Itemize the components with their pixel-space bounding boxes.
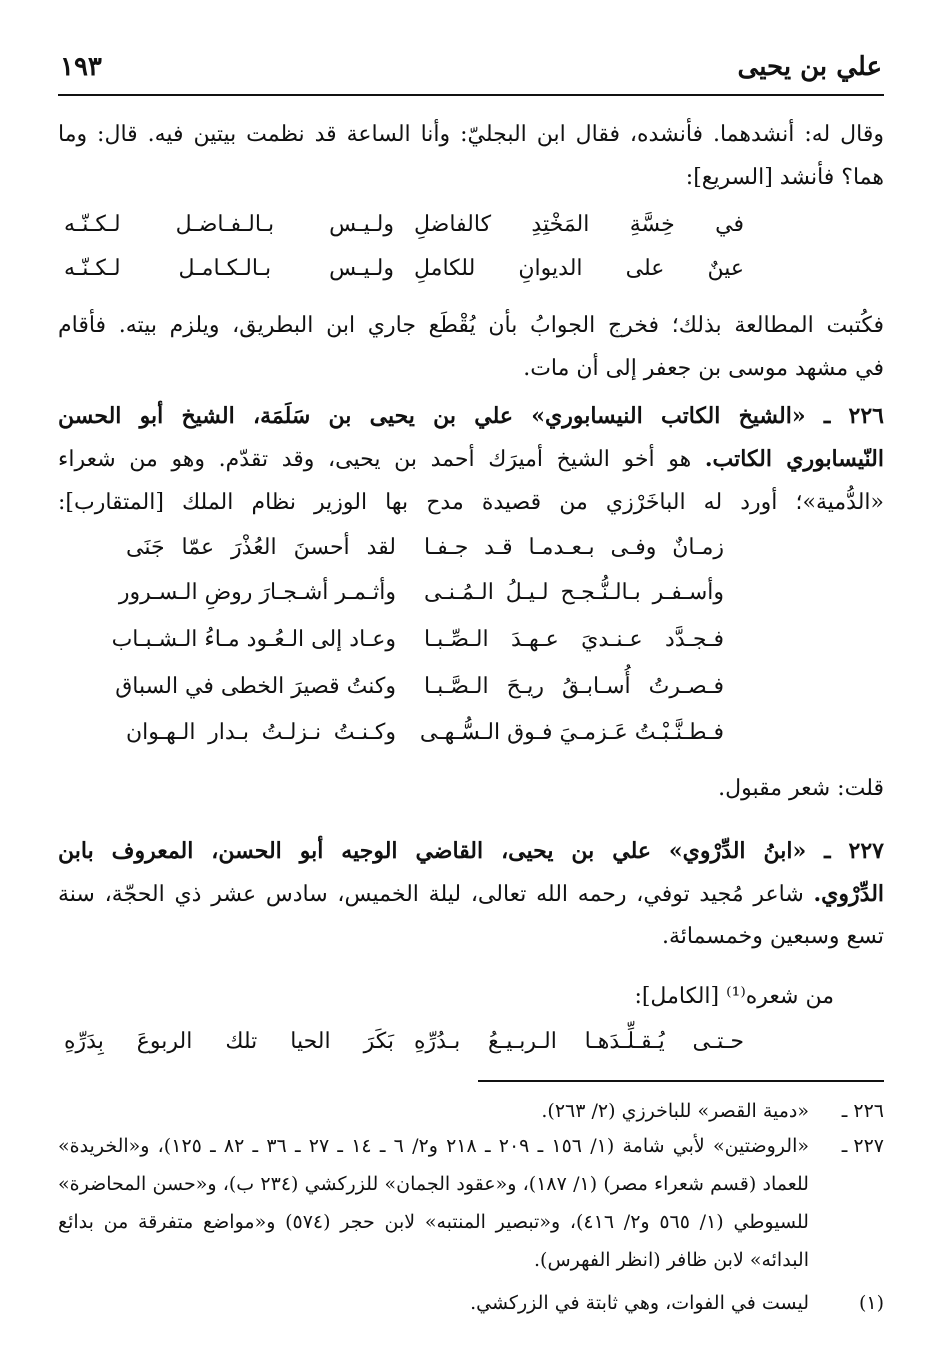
entry-227-line-3: تسع وسبعين وخمسمائة. xyxy=(661,924,884,949)
comment-line: قلت: شعر مقبول. xyxy=(718,776,884,801)
verse-hemistich-first: لقد أحسنَ العُذْرَ عمّا جَنَى xyxy=(126,535,396,560)
entry-226-heading: ٢٢٦ ـ «الشيخ الكاتب النيسابوري» علي بن يحيى بن سَلَمَة، الشيخ أبو الحسن xyxy=(58,403,884,429)
entry-227-text: شاعر مُجيد توفي، رحمه الله تعالى، ليلة الخميس، سادس عشر ذي الحجّة، سنة xyxy=(58,882,804,907)
entry-226-heading-cont: النّيسابوري الكاتب. xyxy=(704,446,884,472)
verse-hemistich-second: في خِسَّةِ المَخْتِدِ كالفاضلِ xyxy=(414,212,744,237)
narrative-line-1: فكُتبت المطالعة بذلك؛ فخرج الجوابُ بأن يُقْطَع جاري ابن البطريق، ويلزم بيته. فأقام xyxy=(58,313,884,338)
verse-hemistich-first: وكـنـتُ نـزلـتُ بـدار الـهـوان xyxy=(126,720,396,745)
verse-hemistich-first: وأثـمـر أشـجـارَ روضِ الـسـرور xyxy=(118,580,396,605)
entry-227-line-4: من شعره⁽¹⁾ [الكامل]: xyxy=(634,984,834,1009)
verse-hemistich-first: وكنتُ قصيرَ الخطى في السباق xyxy=(115,674,396,699)
footnote-text: للسيوطي (١/ ٥٦٥ و٢/ ٤١٦)، و«تبصير المنتبه» لابن حجر (٥٧٤) و«مواضع متفرقة من بدائع xyxy=(58,1211,809,1233)
verse-line xyxy=(58,256,884,296)
verse-hemistich-second: وأسـفـر بـالـنُّـجـح لـيـلُ الـمُـنـى xyxy=(424,580,724,605)
footnote-text: للعماد (قسم شعراء مصر) (١/ ١٨٧)، و«عقود الجمان» للزركشي (٢٣٤ ب)، و«حسن المحاضرة» xyxy=(58,1173,809,1195)
verse-line xyxy=(58,212,884,252)
verse-hemistich-first: ولـيـس بـالـفـاضـل لـكـنّـه xyxy=(64,212,394,237)
verse-hemistich-first: وعـاد إلى الـعُـود مـاءُ الـشـبـاب xyxy=(111,627,396,652)
footnote-number: ٢٢٧ ـ xyxy=(841,1135,884,1157)
page-number: ١٩٣ xyxy=(60,52,102,82)
header-rule xyxy=(58,94,884,96)
running-head: علي بن يحيى xyxy=(737,52,882,82)
footnote xyxy=(58,1100,884,1130)
verse-line xyxy=(58,720,884,760)
verse-line xyxy=(58,1029,884,1069)
footnote-rule xyxy=(478,1080,884,1082)
verse-line xyxy=(58,627,884,667)
intro-line-2: هما؟ فأنشد [السريع]: xyxy=(685,165,884,190)
verse-hemistich-first: ولـيـس بـالـكـامـل لـكـنّـه xyxy=(64,256,394,281)
verse-hemistich-second: فـصـرتُ أُسـابـقُ ريـحَ الـصَّـبـا xyxy=(424,674,724,699)
verse-line xyxy=(58,535,884,575)
footnote-text: «الروضتين» لأبي شامة (١/ ١٥٦ ـ ٢٠٩ ـ ٢١٨ و٢/ ٦ ـ ١٤ ـ ٢٧ ـ ٣٦ ـ ٨٢ ـ ١٢٥)، و«الخريدة» xyxy=(58,1135,809,1157)
entry-227-heading-cont: الدِّرْوي. xyxy=(813,881,885,907)
verse-hemistich-second: عينٌ على الديوانِ للكاملِ xyxy=(414,256,744,281)
verse-line xyxy=(58,674,884,714)
verse-hemistich-second: زمـانٌ وفـى بـعـدمـا قـد جـفـا xyxy=(424,535,724,560)
entry-226-text: هو أخو الشيخ أميرَك أحمد بن يحيى، وقد تقدّم. وهو من شعراء xyxy=(58,447,692,472)
entry-227-heading: ٢٢٧ ـ «ابنُ الدِّرْوي» علي بن يحيى، القاضي الوجيه أبو الحسن، المعروف بابن xyxy=(58,838,884,864)
footnote xyxy=(58,1135,884,1285)
footnote-text: البدائه» لابن ظافر (انظر الفهرس). xyxy=(534,1249,809,1271)
verse-hemistich-second: فـطـنَّـبْـتُ عَـزمـيَ فـوق الـسُّـهـى xyxy=(419,720,724,745)
footnote xyxy=(58,1292,884,1322)
verse-hemistich-second: حـتـى يُـقـلِّـدَهـا الـربـيـعُ بـدُرِّهِ xyxy=(414,1029,744,1054)
footnote-number: ٢٢٦ ـ xyxy=(841,1100,884,1122)
intro-line-1: وقال له: أنشدهما. فأنشده، فقال ابن البجليّ: وأنا الساعة قد نظمت بيتين فيه. قال: وما xyxy=(58,122,884,147)
verse-line xyxy=(58,580,884,620)
verse-hemistich-first: بَكَرَ الحيا تلك الربوعَ بِدَرِّهِ xyxy=(64,1029,394,1054)
entry-227-line-2 xyxy=(58,881,884,907)
footnote-number: (١) xyxy=(858,1292,884,1314)
footnote-text: ليست في الفوات، وهي ثابتة في الزركشي. xyxy=(470,1292,809,1314)
entry-226-line-2 xyxy=(58,446,884,472)
entry-226-line-3: «الدُّمية»؛ أورد له الباخَرْزي من قصيدة مدح بها الوزير نظام الملك [المتقارب]: xyxy=(58,490,884,515)
footnote-text: «دمية القصر» للباخرزي (٢/ ٢٦٣). xyxy=(541,1100,809,1122)
narrative-line-2: في مشهد موسى بن جعفر إلى أن مات. xyxy=(523,356,884,381)
verse-hemistich-second: فـجـدَّد عـنـديَ عـهـدَ الـصِّـبـا xyxy=(424,627,724,652)
